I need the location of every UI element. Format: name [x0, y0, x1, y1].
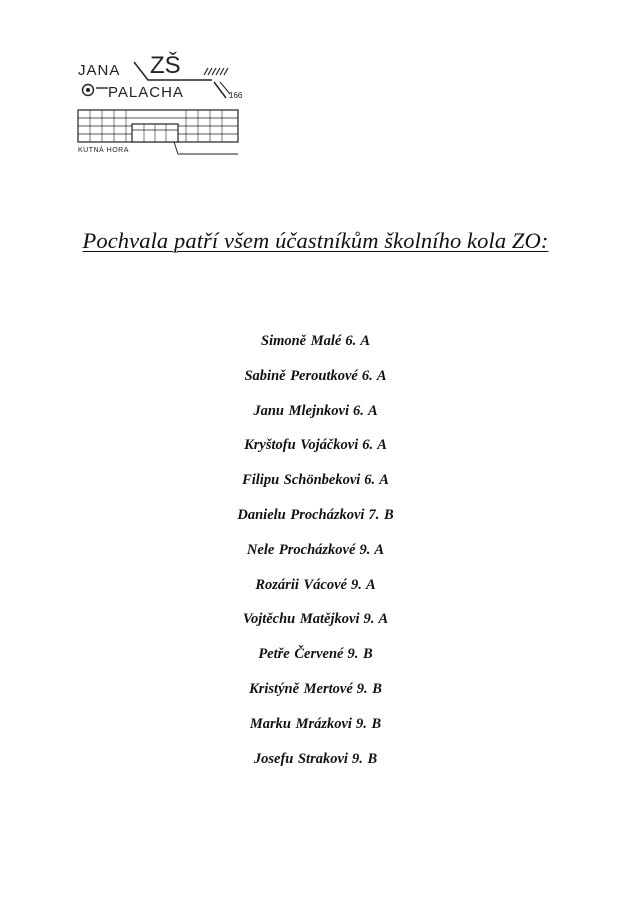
student-class: 6. A	[345, 333, 370, 349]
student-class: 6. A	[362, 437, 387, 454]
student-entry	[0, 748, 631, 783]
student-class: 9. B	[351, 750, 378, 767]
students-list	[0, 330, 631, 782]
emblem-icon	[83, 85, 94, 96]
student-name: Sabině Peroutkové	[244, 367, 358, 384]
student-entry	[0, 678, 631, 713]
student-name: Nele Procházkové	[246, 541, 356, 558]
student-entry	[0, 539, 631, 574]
student-entry	[0, 469, 631, 504]
logo-school-abbr: ZŠ	[150, 52, 181, 79]
school-logo-graphic	[74, 44, 246, 156]
student-class: 9. B	[356, 680, 382, 697]
page-heading: Pochvala patří všem účastníkům školního kola ZO:	[82, 228, 549, 253]
student-name: Janu Mlejnkovi	[253, 402, 350, 419]
student-name: Marku Mrázkovi	[249, 715, 352, 732]
logo-number: 166	[229, 91, 243, 100]
student-class: 9. B	[347, 646, 373, 663]
student-class: 6. A	[361, 367, 387, 384]
logo-city: KUTNÁ HORA	[78, 147, 129, 154]
student-class: 6. A	[364, 472, 389, 489]
arrow-icon	[204, 68, 228, 75]
student-entry	[0, 574, 631, 609]
student-name: Danielu Procházkovi	[237, 506, 365, 523]
student-name: Simoně Malé	[261, 333, 342, 349]
student-entry	[0, 365, 631, 400]
student-entry	[0, 608, 631, 643]
logo-name-line2: PALACHA	[108, 84, 184, 101]
student-name: Rozárii Vácové	[255, 576, 347, 593]
student-entry	[0, 400, 631, 435]
school-logo	[74, 44, 246, 156]
student-name: Vojtěchu Matějkovi	[242, 611, 360, 628]
student-entry	[0, 504, 631, 539]
student-name: Petře Červené	[258, 646, 344, 663]
student-entry	[0, 713, 631, 748]
student-class: 9. B	[355, 715, 382, 732]
student-name: Kryštofu Vojáčkovi	[244, 437, 359, 454]
student-name: Josefu Strakovi	[253, 750, 348, 767]
student-class: 6. A	[353, 402, 378, 419]
student-name: Filipu Schönbekovi	[242, 472, 361, 489]
student-class: 9. A	[363, 611, 389, 628]
student-entry	[0, 643, 631, 678]
student-class: 9. A	[359, 541, 385, 558]
student-entry	[0, 330, 631, 365]
student-entry	[0, 434, 631, 469]
student-class: 7. B	[368, 506, 394, 523]
logo-name-line1: JANA	[78, 62, 121, 79]
student-class: 9. A	[350, 576, 376, 593]
student-name: Kristýně Mertové	[249, 680, 353, 697]
